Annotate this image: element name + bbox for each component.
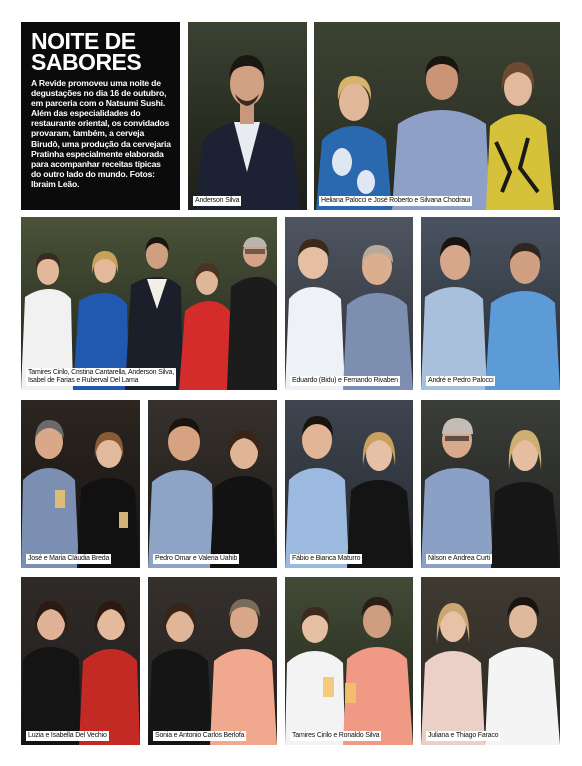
photo-eduardo-fernando (285, 217, 413, 390)
photo-caption: André e Pedro Palocci (428, 377, 494, 384)
people-group-icon (285, 217, 413, 390)
people-group-icon (285, 577, 413, 745)
photo-caption: Tamires Cirilo, Cristina Cantarella, Anderson Silva, Isabel de Farias e Ruberval Del Lama (28, 369, 174, 384)
people-group-icon (148, 577, 277, 745)
people-group-icon (421, 400, 560, 568)
photo-caption: Fábio e Bianca Maturro (292, 555, 361, 562)
intro-block (21, 22, 180, 210)
people-group-icon (314, 22, 560, 210)
people-group-icon (285, 400, 413, 568)
photo-caption: Pedro Omar e Valeria Uahib (155, 555, 238, 562)
people-group-icon (21, 400, 140, 568)
photo-caption: Nilson e Andrea Curti (428, 555, 490, 562)
photo-pedro-valeria (148, 400, 277, 568)
photo-anderson-silva (188, 22, 307, 210)
photo-group-five (21, 217, 277, 390)
photo-caption: Sonia e Antonio Carlos Berlofa (155, 732, 245, 739)
photo-caption: Juliana e Thiago Faraco (428, 732, 499, 739)
photo-nilson-andrea (421, 400, 560, 568)
photo-jose-maria-claudia (21, 400, 140, 568)
photo-fabio-bianca (285, 400, 413, 568)
photo-caption: Heliana Palocci e José Roberto e Silvana Chodraui (321, 197, 470, 204)
photo-luzia-isabella (21, 577, 140, 745)
people-group-icon (148, 400, 277, 568)
people-group-icon (21, 577, 140, 745)
photo-caption: Anderson Silva (195, 197, 240, 204)
photo-caption: Tamires Cirilo e Ronaldo Silva (292, 732, 380, 739)
photo-tamires-ronaldo (285, 577, 413, 745)
article-title: NOITE DE SABORES (31, 28, 142, 75)
photo-heliana-jose-silvana (314, 22, 560, 210)
photo-andre-pedro (421, 217, 560, 390)
people-group-icon (21, 217, 277, 390)
photo-juliana-thiago (421, 577, 560, 745)
photo-caption: Luzia e Isabella Del Vechio (28, 732, 107, 739)
photo-caption: José e Maria Cláudia Breda (28, 555, 110, 562)
people-group-icon (421, 577, 560, 745)
people-group-icon (421, 217, 560, 390)
photo-sonia-antonio (148, 577, 277, 745)
photo-caption: Eduardo (Bidu) e Fernando Rivaben (292, 377, 398, 384)
person-figure-icon (188, 22, 307, 210)
article-body: A Revide promoveu uma noite de degustações no dia 16 de outubro, em parceria com o Natsumi Sushi. Além das especialidades do restaurante oriental, os convidados provaram, também, a cerveja Birudô, uma produção da cervejaria Pratinha especialmente elaborada para acompanhar receitas típicas do outro lado do mundo. Fotos: Ibraim Leão. (31, 78, 171, 189)
